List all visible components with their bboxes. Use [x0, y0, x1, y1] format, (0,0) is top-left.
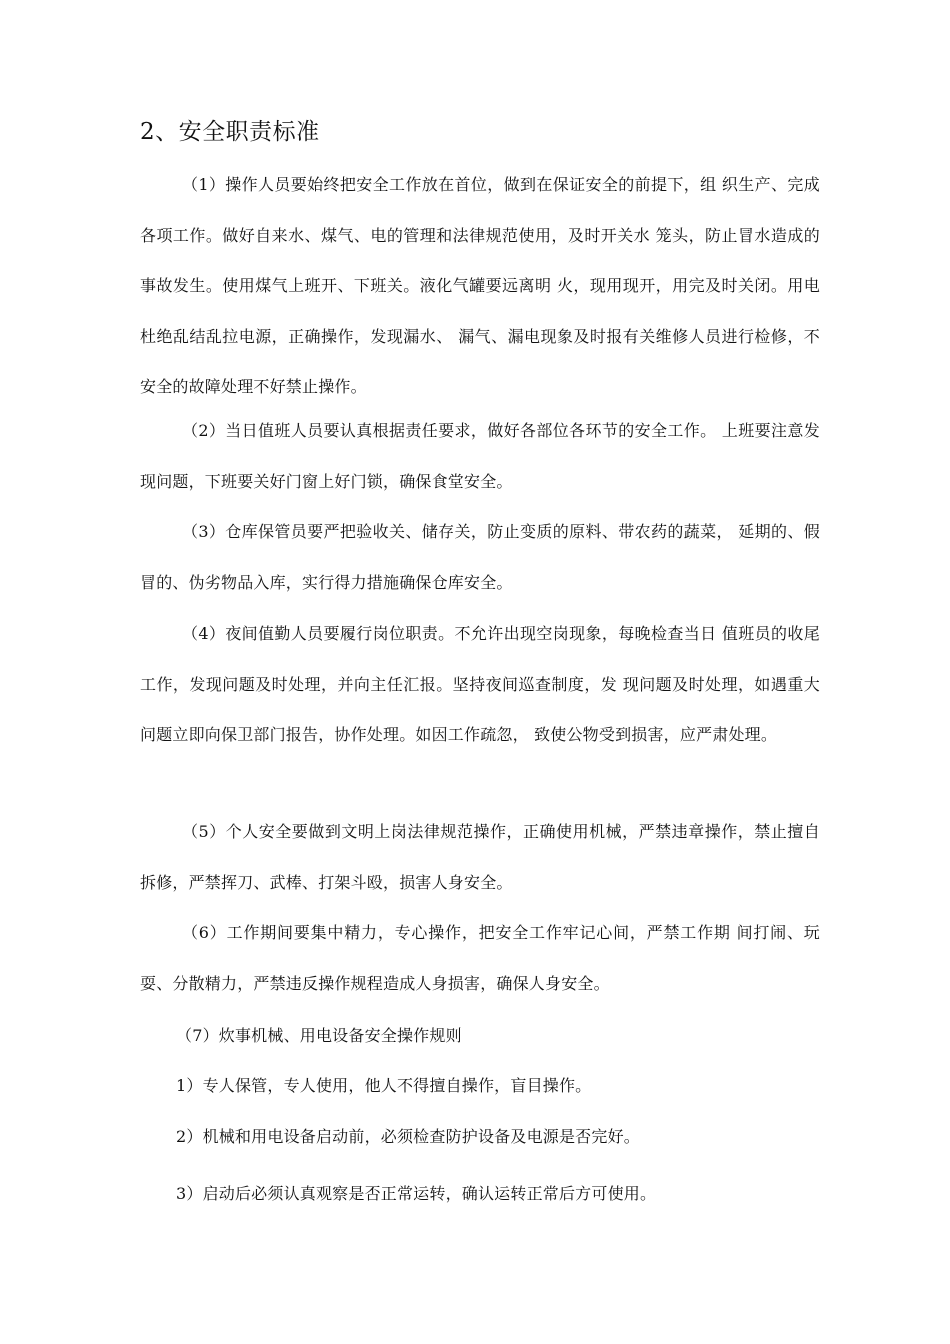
paragraph-4: （4）夜间值勤人员要履行岗位职责。不允许出现空岗现象，每晚检查当日 值班员的收尾工作，发现问题及时处理，并向主任汇报。坚持夜间巡查制度，发 现问题及时处理，如遇重大问题立即向保卫部门报告，协作处理。如因工作疏忽， 致使公物受到损害，应严肃处理。	[140, 624, 820, 744]
rule-item-1: 1）专人保管，专人使用，他人不得擅自操作，盲目操作。	[176, 1076, 592, 1095]
paragraph-2: （2）当日值班人员要认真根据责任要求，做好各部位各环节的安全工作。 上班要注意发现问题，下班要关好门窗上好门锁，确保食堂安全。	[140, 421, 820, 491]
rules-heading: （7）炊事机械、用电设备安全操作规则	[176, 1026, 462, 1045]
rule-item-3: 3）启动后必须认真观察是否正常运转，确认运转正常后方可使用。	[176, 1184, 657, 1203]
rule-item-2: 2）机械和用电设备启动前，必须检查防护设备及电源是否完好。	[176, 1127, 640, 1146]
paragraph-5: （5）个人安全要做到文明上岗法律规范操作，正确使用机械，严禁违章操作，禁止擅自拆修，严禁挥刀、武棒、打架斗殴，损害人身安全。	[140, 822, 820, 892]
section-heading: 2、安全职责标准	[140, 119, 320, 145]
paragraph-3: （3）仓库保管员要严把验收关、储存关，防止变质的原料、带农药的蔬菜， 延期的、假冒的、伪劣物品入库，实行得力措施确保仓库安全。	[140, 522, 820, 592]
paragraph-1: （1）操作人员要始终把安全工作放在首位，做到在保证安全的前提下，组 织生产、完成各项工作。做好自来水、煤气、电的管理和法律规范使用，及时开关水 笼头，防止冒水造成的事故发生。使用煤气上班开、下班关。液化气罐要远离明 火，现用现开，用完及时关闭。用电杜绝乱结乱拉电源，正确操作，发现漏水、 漏气、漏电现象及时报有关维修人员进行检修，不安全的故障处理不好禁止操作。	[140, 175, 820, 396]
paragraph-6: （6）工作期间要集中精力，专心操作，把安全工作牢记心间，严禁工作期 间打闹、玩耍、分散精力，严禁违反操作规程造成人身损害，确保人身安全。	[140, 923, 820, 993]
